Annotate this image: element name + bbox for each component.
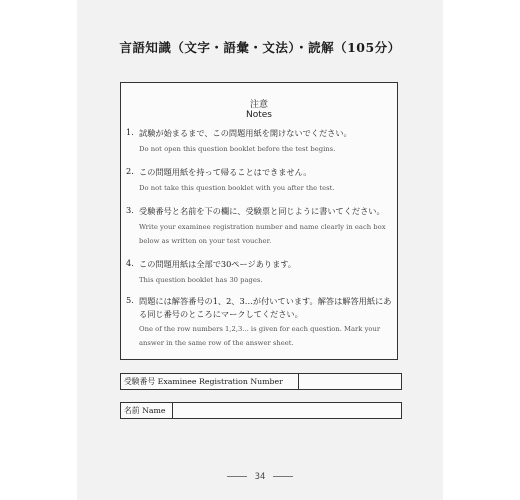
- note-number: 1.: [126, 127, 134, 137]
- note-text-jp: 問題には解答番号の1、2、3…が付いています。解答は解答用紙にある同じ番号のところにマークしてください。: [139, 296, 392, 319]
- footer-rule-right: [273, 476, 293, 477]
- page-number: 34: [254, 472, 266, 482]
- note-number: 4.: [126, 258, 134, 268]
- note-number: 3.: [126, 205, 134, 215]
- note-text-jp: 試験が始まるまで、この問題用紙を開けないでください。: [139, 128, 352, 138]
- note-text-en: Do not open this question booklet before the test begins.: [139, 145, 336, 153]
- name-field[interactable]: [120, 402, 402, 419]
- note-text-jp: この問題用紙を持って帰ることはできません。: [139, 167, 312, 177]
- note-number: 2.: [126, 166, 134, 176]
- notes-heading-en: Notes: [246, 110, 272, 120]
- page-title: 言語知識（文字・語彙・文法）・読解（105分）: [119, 40, 401, 55]
- page-footer: [77, 472, 443, 482]
- registration-number-label: 受験番号 Examinee Registration Number: [121, 374, 299, 389]
- note-text-en: One of the row numbers 1,2,3... is given for each question. Mark your answer in the same row of the answer sheet.: [139, 325, 381, 347]
- note-text-jp: この問題用紙は全部で30ページあります。: [139, 259, 296, 269]
- note-number: 5.: [126, 295, 134, 305]
- note-text-en: Write your examinee registration number and name clearly in each box below as written on your test voucher.: [139, 223, 386, 245]
- name-label: 名前 Name: [121, 403, 173, 418]
- note-text-en: This question booklet has 30 pages.: [139, 276, 263, 284]
- note-text-en: Do not take this question booklet with you after the test.: [139, 184, 335, 192]
- notes-heading-jp: 注意: [249, 100, 268, 110]
- footer-rule-left: [227, 476, 247, 477]
- notes-box: [120, 82, 398, 360]
- registration-number-field[interactable]: [120, 373, 402, 390]
- test-booklet-page: [77, 0, 443, 500]
- note-text-jp: 受験番号と名前を下の欄に、受験票と同じように書いてください。: [139, 206, 385, 216]
